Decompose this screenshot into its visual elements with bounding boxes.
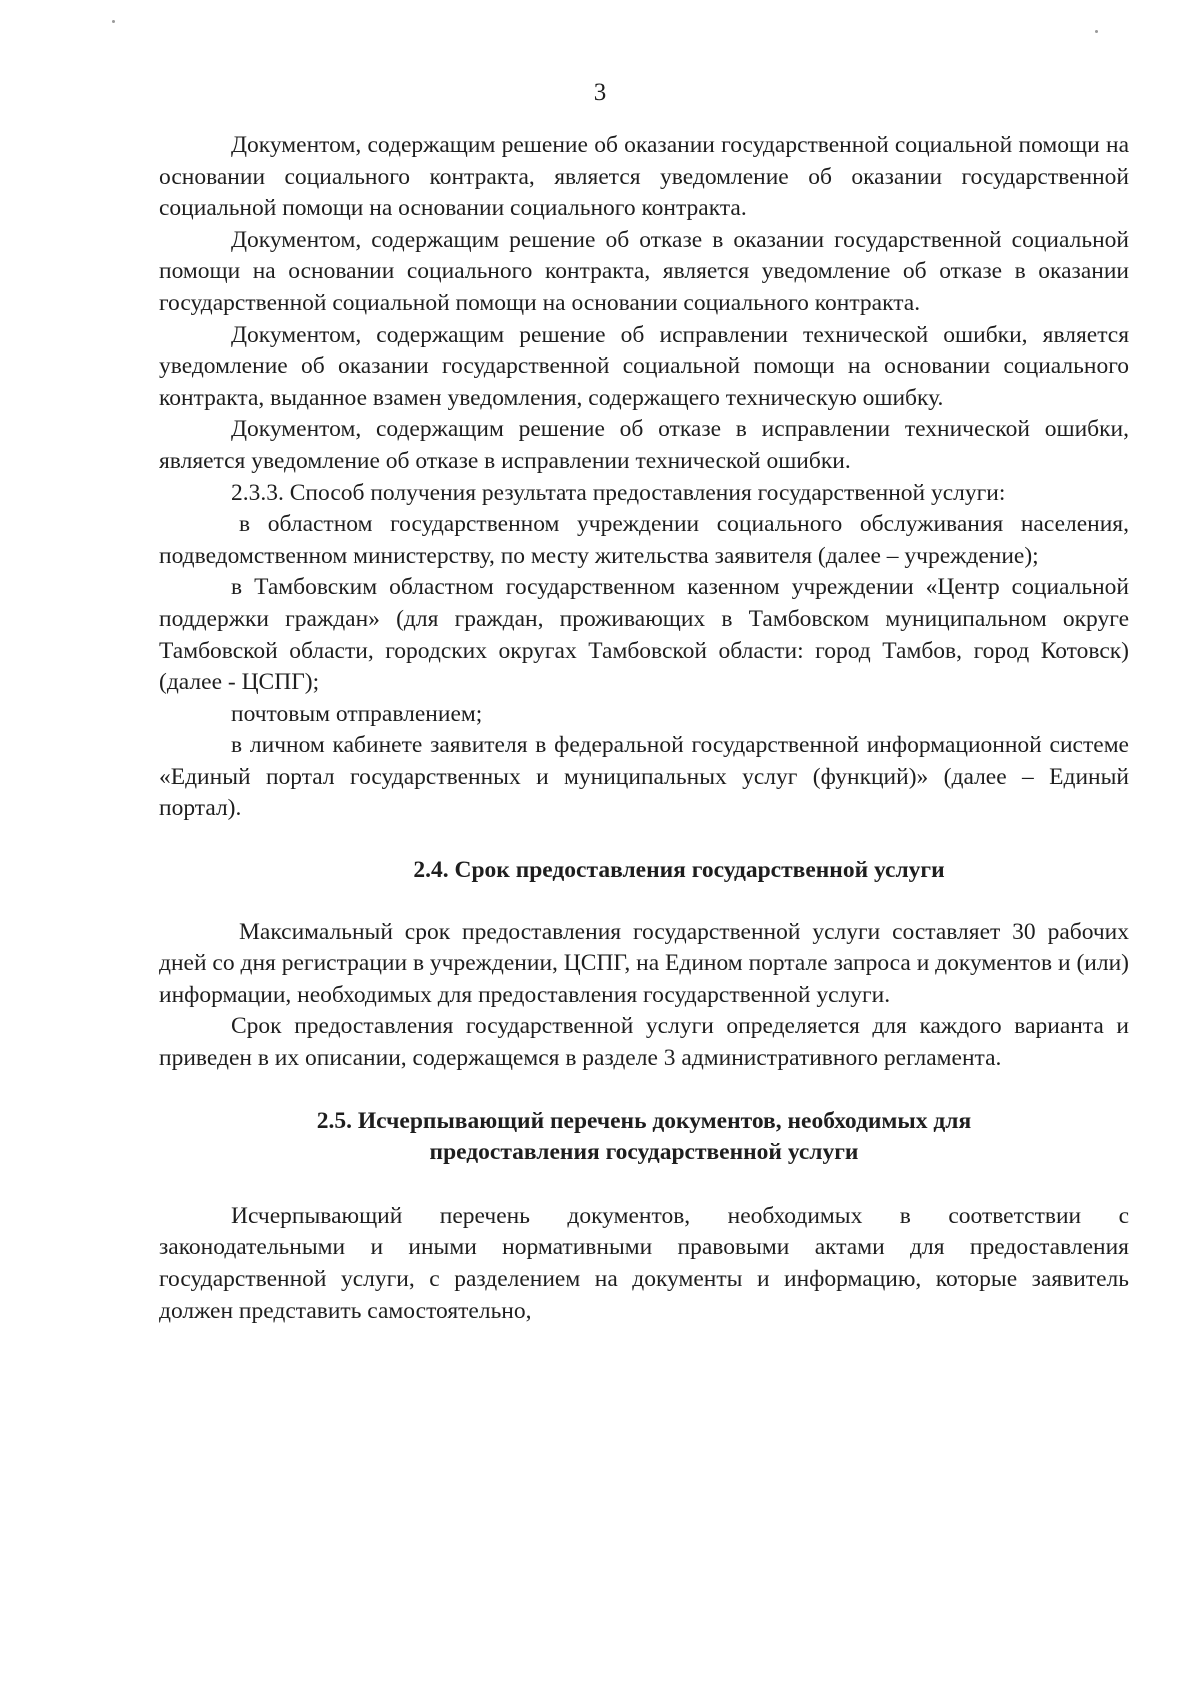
heading-2-5-line1: 2.5. Исчерпывающий перечень документов, необходимых для [316, 1107, 972, 1134]
heading-2-5-line2: предоставления государственной услуги [429, 1139, 859, 1166]
paragraph-result-document: Документом, содержащим решение об оказании государственной социальной помощи на основании социального контракта, является уведомление об оказании государственной социальной помощи на основании социального контракта. [159, 132, 1129, 222]
paragraph-term-variant: Срок предоставления государственной услуги определяется для каждого варианта и приведен в их описании, содержащемся в разделе 3 административного регламента. [159, 1013, 1129, 1072]
heading-2-5 [159, 1106, 1129, 1169]
paragraph-2-3-3: 2.3.3. Способ получения результата предоставления государственной услуги: [231, 479, 1006, 506]
paragraph-refusal-document: Документом, содержащим решение об отказе в оказании государственной социальной помощи на основании социального контракта, является уведомление об отказе в оказании государственной социальной помощи на основании социального контракта. [159, 226, 1129, 316]
paragraph-method-portal: в личном кабинете заявителя в федеральной государственной информационной системе «Единый портал государственных и муниципальных услуг (функций)» (далее – Единый портал). [159, 732, 1129, 822]
document-body [159, 130, 1129, 1327]
scan-artifact [112, 20, 115, 23]
scan-artifact [1095, 30, 1098, 33]
paragraph-correction-refusal-document: Документом, содержащим решение об отказе в исправлении технической ошибки, является уведомление об отказе в исправлении технической ошибки. [159, 416, 1129, 474]
paragraph-method-institution: в областном государственном учреждении социального обслуживания населения, подведомственном министерству, по месту жительства заявителя (далее – учреждение); [159, 511, 1129, 569]
paragraph-method-post: почтовым отправлением; [231, 700, 483, 727]
paragraph-method-cspg: в Тамбовским областном государственном казенном учреждении «Центр социальной поддержки граждан» (для граждан, проживающих в Тамбовском муниципальном округе Тамбовской области, городских округах Тамбовской области: город Тамбов, город Котовск) (далее - ЦСПГ); [159, 574, 1129, 696]
paragraph-max-term: Максимальный срок предоставления государственной услуги составляет 30 рабочих дней со дня регистрации в учреждении, ЦСПГ, на Едином портале запроса и документов и (или) информации, необходимых для предоставления государственной услуги. [159, 918, 1129, 1008]
page-number: 3 [593, 79, 607, 106]
paragraph-correction-document: Документом, содержащим решение об исправлении технической ошибки, является уведомление об оказании государственной социальной помощи на основании социального контракта, выданное взамен уведомления, содержащего техническую ошибку. [159, 321, 1129, 411]
paragraph-document-list: Исчерпывающий перечень документов, необходимых в соответствии с законодательными и иными нормативными правовыми актами для предоставления государственной услуги, с разделением на документы и информацию, которые заявитель должен представить самостоятельно, [159, 1202, 1129, 1324]
heading-2-4: 2.4. Срок предоставления государственной услуги [413, 857, 945, 884]
